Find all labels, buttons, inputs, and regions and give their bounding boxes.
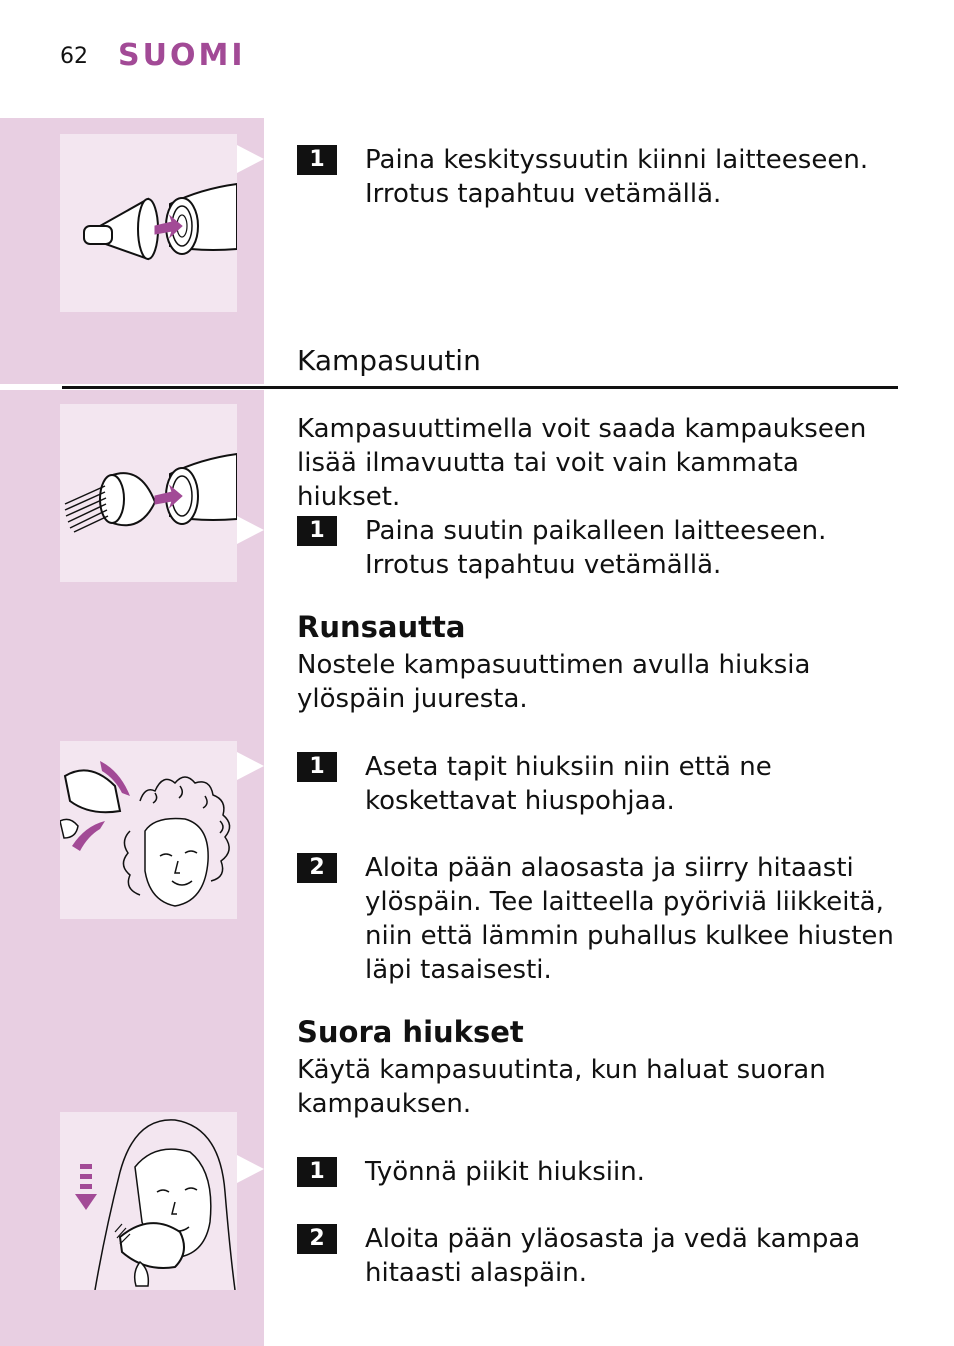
language-title: SUOMI — [118, 38, 246, 73]
concentrator-nozzle-icon — [60, 134, 237, 312]
step-number: 1 — [297, 516, 337, 546]
step-number: 2 — [297, 853, 337, 883]
illustration-pointer — [237, 1155, 264, 1183]
comb-nozzle-icon — [60, 404, 237, 582]
straight-hair-drying-icon — [60, 1112, 237, 1290]
step-number: 1 — [297, 1157, 337, 1187]
illustration-pointer — [237, 145, 264, 173]
section-rule — [62, 386, 898, 389]
illustration-straight — [60, 1112, 237, 1290]
step-text: Paina keskityssuutin kiinni laitteeseen. Irrotus tapahtuu vetämällä. — [365, 145, 869, 209]
step-number: 1 — [297, 145, 337, 175]
illustration-pointer — [237, 752, 264, 780]
illustration-volume — [60, 741, 237, 919]
down-arrow-icon — [75, 1164, 97, 1210]
runsautta-intro: Nostele kampasuuttimen avulla hiuksia ylöspäin juuresta. — [297, 650, 811, 714]
illustration-concentrator — [60, 134, 237, 312]
step-text: Aloita pään yläosasta ja vedä kampaa hitaasti alaspäin. — [365, 1224, 861, 1288]
illustration-comb-nozzle — [60, 404, 237, 582]
step-text: Aloita pään alaosasta ja siirry hitaasti ylöspäin. Tee laitteella pyöriviä liikkeitä, niin että lämmin puhallus kulkee hiusten läpi tasaisesti. — [365, 853, 894, 985]
subhead-runsautta: Runsautta — [297, 610, 466, 644]
page-number: 62 — [60, 44, 88, 69]
section-title-kampasuutin: Kampasuutin — [297, 344, 481, 377]
step-text: Työnnä piikit hiuksiin. — [365, 1157, 645, 1187]
subhead-suora: Suora hiukset — [297, 1015, 524, 1049]
step-text: Aseta tapit hiuksiin niin että ne koskettavat hiuspohjaa. — [365, 752, 772, 816]
suora-intro: Käytä kampasuutinta, kun haluat suoran kampauksen. — [297, 1055, 826, 1119]
curly-hair-drying-icon — [60, 741, 237, 919]
step-number: 1 — [297, 752, 337, 782]
kampasuutin-intro: Kampasuuttimella voit saada kampaukseen lisää ilmavuutta tai voit vain kammata hiukset. — [297, 414, 867, 512]
illustration-pointer — [237, 516, 264, 544]
step-number: 2 — [297, 1224, 337, 1254]
step-text: Paina suutin paikalleen laitteeseen. Irrotus tapahtuu vetämällä. — [365, 516, 827, 580]
